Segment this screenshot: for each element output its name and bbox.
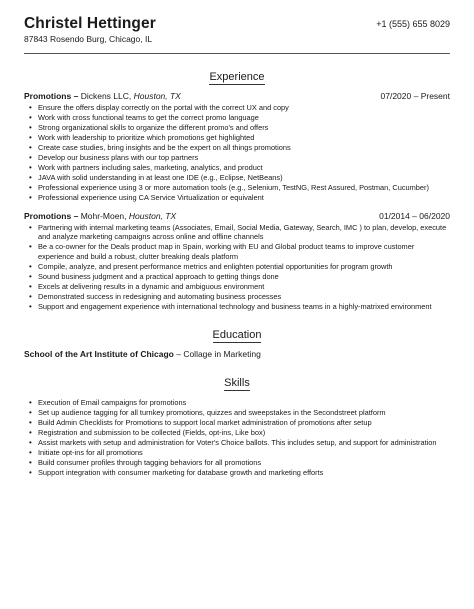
job-title: Promotions (24, 91, 72, 101)
job-bullet: • Work with cross functional teams to get the correct promo language (38, 113, 450, 123)
job-separator: – (71, 91, 81, 101)
header-divider (24, 53, 450, 54)
job-bullet: • Be a co-owner for the Deals product map in Spain, working with EU and Global product teams to improve customer experience and build a robust, clutter breaking deals platform (38, 242, 450, 262)
skill-item: • Assist markets with setup and administration for Voter's Choice ballots. This includes setup, and support for administration (38, 438, 450, 448)
job-bullets (24, 103, 450, 203)
job-bullet: • Sound business judgment and a practical approach to getting things done (38, 272, 450, 282)
skill-item: • Build Admin Checklists for Promotions to support local market administration of promotions after setup (38, 418, 450, 428)
skills-list (24, 398, 450, 478)
job-bullet: • Work with leadership to prioritize which promotions get highlighted (38, 133, 450, 143)
skill-item: • Execution of Email campaigns for promotions (38, 398, 450, 408)
job-entry (24, 91, 450, 203)
job-dates: 07/2020 – Present (380, 91, 450, 101)
job-bullet: • Create case studies, bring insights and be the expert on all things promotions (38, 143, 450, 153)
job-bullet: • Excels at delivering results in a dynamic and ambiguous environment (38, 282, 450, 292)
job-bullet: • Work with partners including sales, marketing, analytics, and product (38, 163, 450, 173)
name-title: Christel Hettinger (24, 15, 156, 32)
job-bullet: • Professional experience using CA Service Virtualization or equivalent (38, 193, 450, 203)
education-separator: – (173, 349, 184, 360)
skill-item: • Set up audience tagging for all turnkey promotions, quizzes and sweepstakes in the Secondstreet platform (38, 408, 450, 418)
phone-number: +1 (555) 655 8029 (376, 19, 450, 29)
school-name: School of the Art Institute of Chicago (24, 349, 174, 360)
company-name: Mohr-Moen (80, 210, 125, 221)
skill-item: • Support integration with consumer marketing for database growth and marketing efforts (38, 468, 450, 478)
skill-item: • Build consumer profiles through tagging behaviors for all promotions (38, 458, 450, 468)
education-entry (24, 349, 450, 360)
job-bullet: • Demonstrated success in redesigning and automating business processes (38, 292, 450, 302)
job-entry (24, 211, 450, 313)
job-location: Houston, TX (128, 210, 177, 221)
job-bullets (24, 223, 450, 313)
address: 87843 Rosendo Burg, Chicago, IL (24, 34, 153, 44)
job-bullet: • Develop our business plans with our top partners (38, 153, 450, 163)
job-bullet: • Partnering with internal marketing teams (Associates, Email, Social Media, Gateway, Search, IMC ) to plan, develop, execute and analyze marketing campaigns across online and offline channels (38, 223, 450, 243)
job-bullet: • Support and engagement experience with international technology and business teams in a highly-matrixed environment (38, 302, 450, 312)
job-title: Promotions (24, 210, 72, 221)
job-bullet: • JAVA with solid understanding in at least one IDE (e.g., Eclipse, NetBeans) (38, 173, 450, 183)
experience-heading: Experience (209, 71, 265, 83)
job-bullet: • Professional experience using 3 or more automation tools (e.g., Selenium, TestNG, Rest Assured, Postman, Cucumber) (38, 183, 450, 193)
skill-item: • Initiate opt-ins for all promotions (38, 448, 450, 458)
job-header (24, 91, 450, 102)
job-dates: 01/2014 – 06/2020 (379, 210, 450, 221)
skills-heading: Skills (224, 377, 250, 390)
job-separator: – (71, 210, 81, 221)
job-bullet: • Compile, analyze, and present performance metrics and enlighten potential opportunities for program growth (38, 262, 450, 272)
experience-section (24, 91, 450, 312)
job-title-line: Promotions – Mohr-Moen, Houston, TX (24, 210, 177, 221)
job-title-line: Promotions – Dickens LLC, Houston, TX (24, 91, 181, 101)
education-heading: Education (212, 329, 262, 342)
degree: Collage in Marketing (183, 349, 261, 360)
job-header (24, 211, 450, 222)
resume-header (24, 15, 450, 33)
job-bullet: • Strong organizational skills to organize the different promo's and offers (38, 123, 450, 133)
job-bullet: • Ensure the offers display correctly on the portal with the correct UX and copy (38, 103, 450, 113)
job-location: Houston, TX (133, 91, 181, 101)
skill-item: • Registration and submission to be collected (Fields, opt-ins, Like box) (38, 428, 450, 438)
company-name: Dickens LLC (80, 91, 129, 101)
